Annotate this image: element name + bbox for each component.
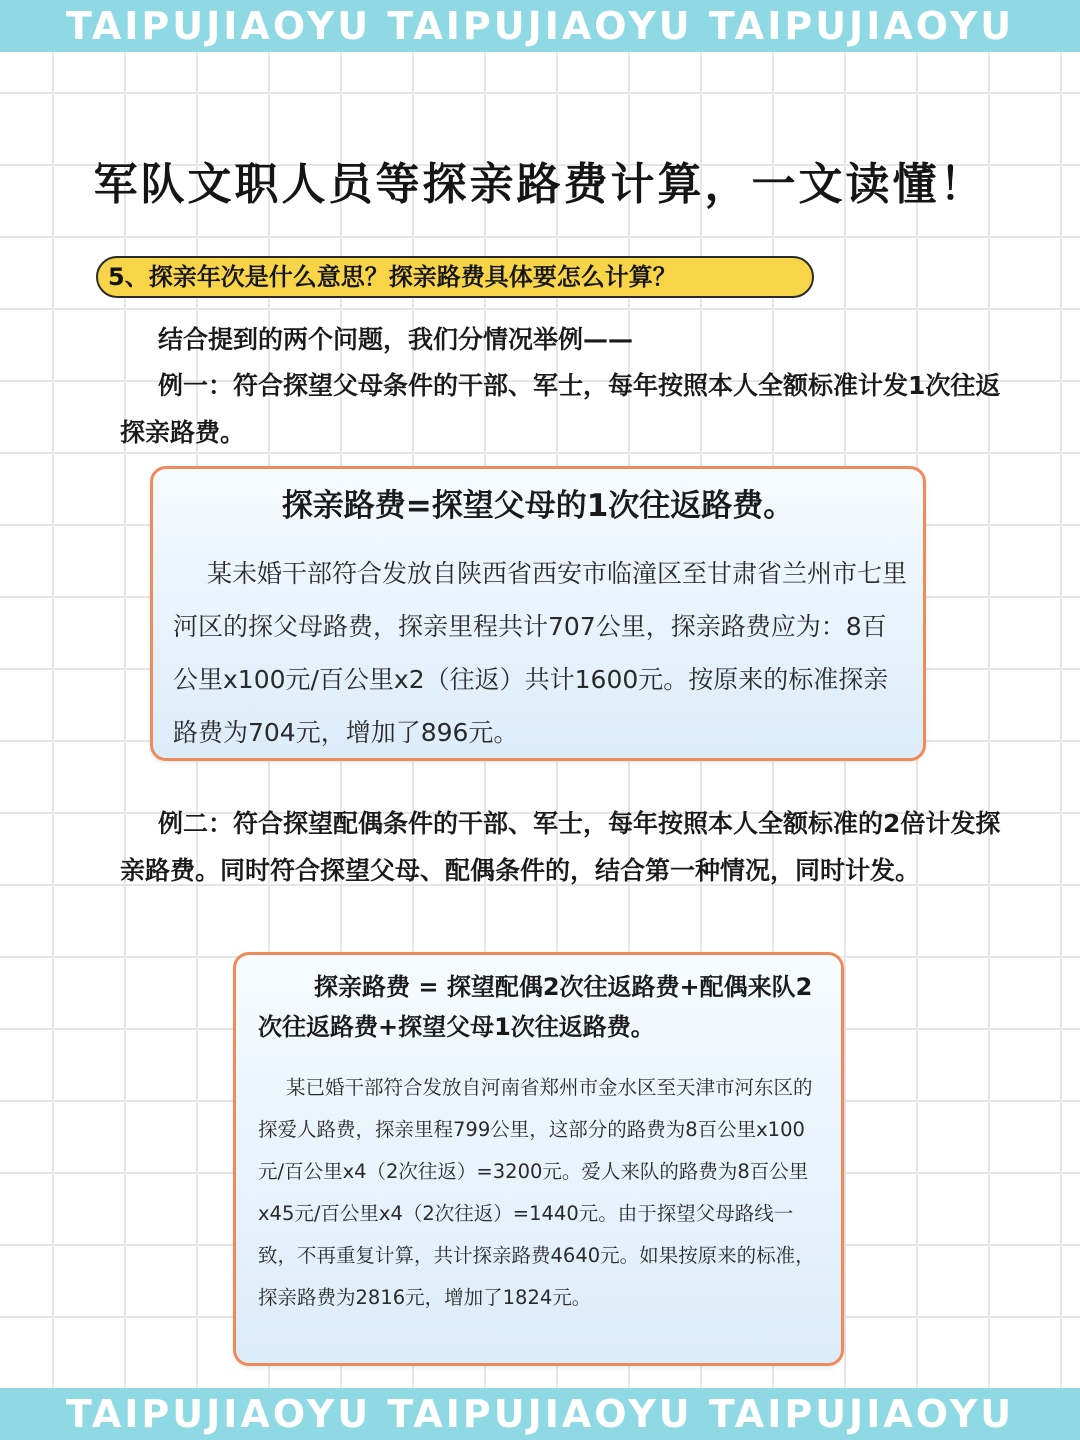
example2-paragraph <box>120 800 1010 894</box>
intro-paragraph <box>120 316 1010 363</box>
top-banner <box>0 0 1080 52</box>
example1-detail: 某未婚干部符合发放自陕西省西安市临潼区至甘肃省兰州市七里河区的探父母路费，探亲里程共计707公里，探亲路费应为：8百公里x100元/百公里x2（往返）共计1600元。按原来的标准探亲路费为704元，增加了896元。 <box>173 559 908 747</box>
example1-card <box>150 466 926 761</box>
bottom-banner-text: TAIPUJIAOYU TAIPUJIAOYU TAIPUJIAOYU <box>65 1392 1015 1436</box>
example1-formula: 探亲路费=探望父母的1次往返路费。 <box>281 488 795 524</box>
question-text: 5、探亲年次是什么意思？探亲路费具体要怎么计算？ <box>108 263 677 291</box>
example2-detail: 某已婚干部符合发放自河南省郑州市金水区至天津市河东区的探爱人路费，探亲里程799公里，这部分的路费为8百公里x100元/百公里x4（2次往返）=3200元。爱人来队的路费为8百公里x45元/百公里x4（2次往返）=1440元。由于探望父母路线一致，不再重复计算，共计探亲路费4640元。如果按原来的标准，探亲路费为2816元，增加了1824元。 <box>258 1076 815 1309</box>
example1-paragraph <box>120 362 1010 456</box>
example2-detail-block <box>258 1067 828 1319</box>
example1-text: 例一：符合探望父母条件的干部、军士，每年按照本人全额标准计发1次往返探亲路费。 <box>120 371 1001 447</box>
example2-text: 例二：符合探望配偶条件的干部、军士，每年按照本人全额标准的2倍计发探亲路费。同时符合探望父母、配偶条件的，结合第一种情况，同时计发。 <box>120 809 1001 885</box>
example1-detail-block <box>173 547 911 759</box>
bottom-banner <box>0 1388 1080 1440</box>
intro-text: 结合提到的两个问题，我们分情况举例—— <box>158 325 634 354</box>
example2-card <box>233 952 844 1366</box>
example2-formula: 探亲路费 = 探望配偶2次往返路费+配偶来队2次往返路费+探望父母1次往返路费。 <box>258 973 813 1041</box>
top-banner-text: TAIPUJIAOYU TAIPUJIAOYU TAIPUJIAOYU <box>65 4 1015 48</box>
page-title: 军队文职人员等探亲路费计算，一文读懂！ <box>93 159 987 210</box>
example2-formula-block <box>258 967 828 1047</box>
question-heading <box>96 256 814 298</box>
